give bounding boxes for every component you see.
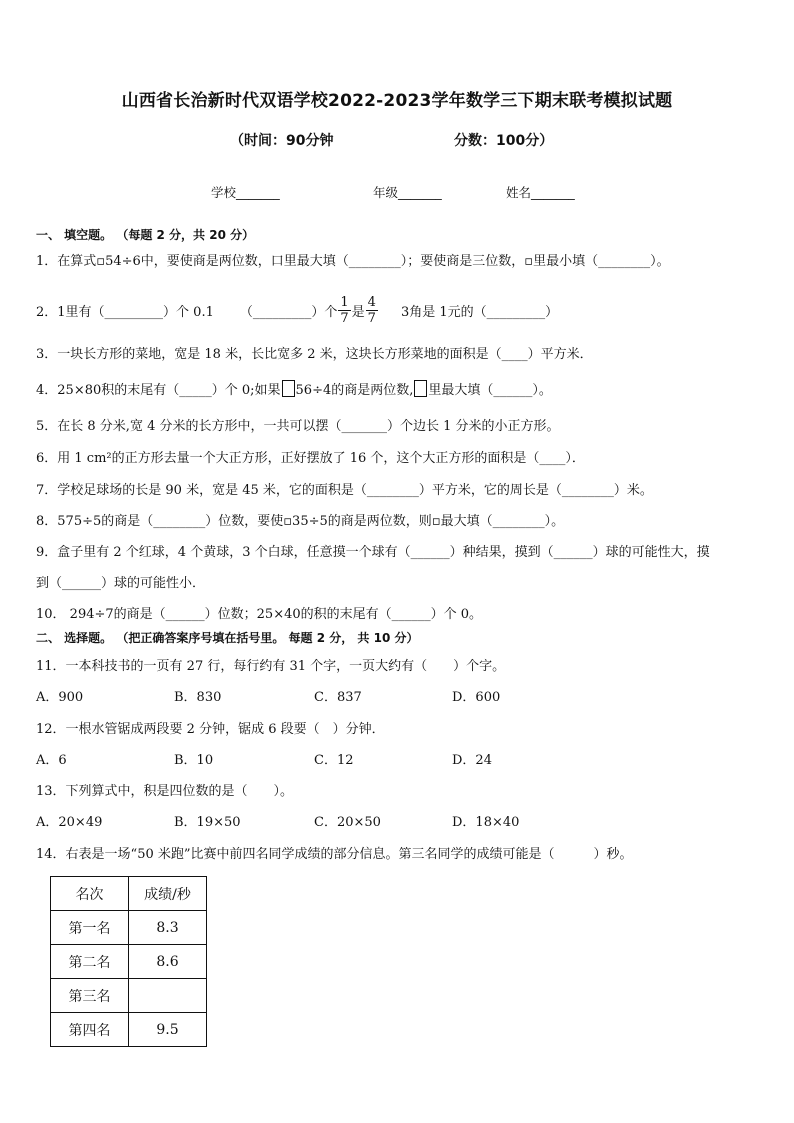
question-2 (36, 290, 558, 330)
option-b[interactable]: B．19×50 (174, 815, 241, 830)
question-6: 6．用 1 cm²的正方形去量一个大正方形，正好摆放了 16 个，这个大正方形的面积是（____）． (36, 451, 585, 466)
table-row (51, 945, 207, 979)
results-table (50, 876, 207, 1047)
option-c[interactable]: C．20×50 (314, 815, 381, 830)
section-fill-blank-heading: 一、 填空题。 （每题 2 分，共 20 分） (36, 228, 255, 242)
fraction-numerator: 1 (340, 294, 349, 310)
question-11: 11．一本科技书的一页有 27 行，每行约有 31 个字，一页大约有（ ）个字。 (36, 659, 506, 674)
option-b[interactable]: B．830 (174, 690, 222, 705)
table-cell-rank: 第二名 (51, 945, 129, 979)
option-a[interactable]: A．900 (36, 690, 84, 705)
question-4-part-a: 4．25×80积的末尾有（_____）个 0;如果 (36, 383, 281, 398)
option-c[interactable]: C．837 (314, 690, 362, 705)
option-d[interactable]: D．600 (452, 690, 501, 705)
question-1: 1．在算式▫54÷6中，要使商是两位数，口里最大填（________）；要使商是三位数，▫里最小填（________）。 (36, 254, 670, 269)
table-cell-rank: 第三名 (51, 979, 129, 1013)
exam-score: 分数：100分） (454, 133, 554, 149)
name-field[interactable]: 姓名_______ (506, 185, 575, 200)
question-12: 12．一根水管锯成两段要 2 分钟，锯成 6 段要（ ）分钟． (36, 722, 385, 737)
school-field[interactable]: 学校_______ (211, 185, 280, 200)
blank-box-icon (414, 380, 427, 397)
table-cell-rank: 第一名 (51, 911, 129, 945)
table-cell-time: 8.3 (129, 911, 207, 945)
question-9-line-2: 到（______）球的可能性小． (36, 576, 206, 591)
grade-field[interactable]: 年级_______ (373, 185, 442, 200)
table-row (51, 979, 207, 1013)
option-b[interactable]: B．10 (174, 753, 214, 768)
question-10: 10． 294÷7的商是（______）位数；25×40的积的末尾有（______）个 0。 (36, 607, 483, 622)
table-header-cell: 成绩/秒 (129, 877, 207, 911)
table-cell-time[interactable] (129, 979, 207, 1013)
table-row (51, 1013, 207, 1047)
question-9-line-1: 9．盒子里有 2 个红球，4 个黄球，3 个白球，任意摸一个球有（______）种结果，摸到（______）球的可能性大，摸 (36, 545, 710, 560)
option-a[interactable]: A．6 (36, 753, 67, 768)
page-title: 山西省长治新时代双语学校2022-2023学年数学三下期末联考模拟试题 (121, 91, 673, 111)
section-choice-heading: 二、 选择题。 （把正确答案序号填在括号里。 每题 2 分， 共 10 分） (36, 631, 419, 645)
fraction-denominator: 7 (367, 310, 376, 326)
question-4-part-b: 56÷4的商是两位数, (295, 383, 414, 398)
table-row (51, 911, 207, 945)
fraction-denominator: 7 (340, 310, 349, 326)
table-cell-rank: 第四名 (51, 1013, 129, 1047)
exam-time: （时间：90分钟 (230, 133, 334, 149)
table-cell-time: 8.6 (129, 945, 207, 979)
option-d[interactable]: D．24 (452, 753, 492, 768)
fraction-one-seventh (338, 295, 350, 326)
question-7: 7．学校足球场的长是 90 米，宽是 45 米，它的面积是（________）平方米，它的周长是（________）米。 (36, 483, 653, 498)
question-2-part-a: 2．1里有（_________）个 0.1 (36, 304, 214, 320)
fraction-four-sevenths (366, 295, 378, 326)
table-header-row (51, 877, 207, 911)
option-a[interactable]: A．20×49 (36, 815, 103, 830)
option-c[interactable]: C．12 (314, 753, 354, 768)
question-2-part-b: （_________）个 (239, 304, 338, 320)
question-13: 13．下列算式中，积是四位数的是（ ）。 (36, 784, 294, 799)
question-8: 8．575÷5的商是（________）位数，要使▫35÷5的商是两位数，则▫最大填（________）。 (36, 514, 565, 529)
question-2-part-c: 是 (351, 304, 365, 320)
question-14: 14．右表是一场“50 米跑”比赛中前四名同学成绩的部分信息。第三名同学的成绩可能是（ ）秒。 (36, 847, 633, 862)
fraction-numerator: 4 (367, 294, 376, 310)
question-4 (36, 379, 552, 398)
table-header-cell: 名次 (51, 877, 129, 911)
question-2-part-d: 3角是 1元的（_________） (400, 304, 559, 320)
blank-box-icon (282, 380, 295, 397)
option-d[interactable]: D．18×40 (452, 815, 520, 830)
question-4-part-c: 里最大填（______）。 (428, 383, 552, 398)
question-5: 5．在长 8 分米,宽 4 分米的长方形中，一共可以摆（_______）个边长 1 分米的小正方形。 (36, 419, 560, 434)
table-cell-time: 9.5 (129, 1013, 207, 1047)
question-3: 3．一块长方形的菜地，宽是 18 米，长比宽多 2 米，这块长方形菜地的面积是（____）平方米． (36, 347, 593, 362)
